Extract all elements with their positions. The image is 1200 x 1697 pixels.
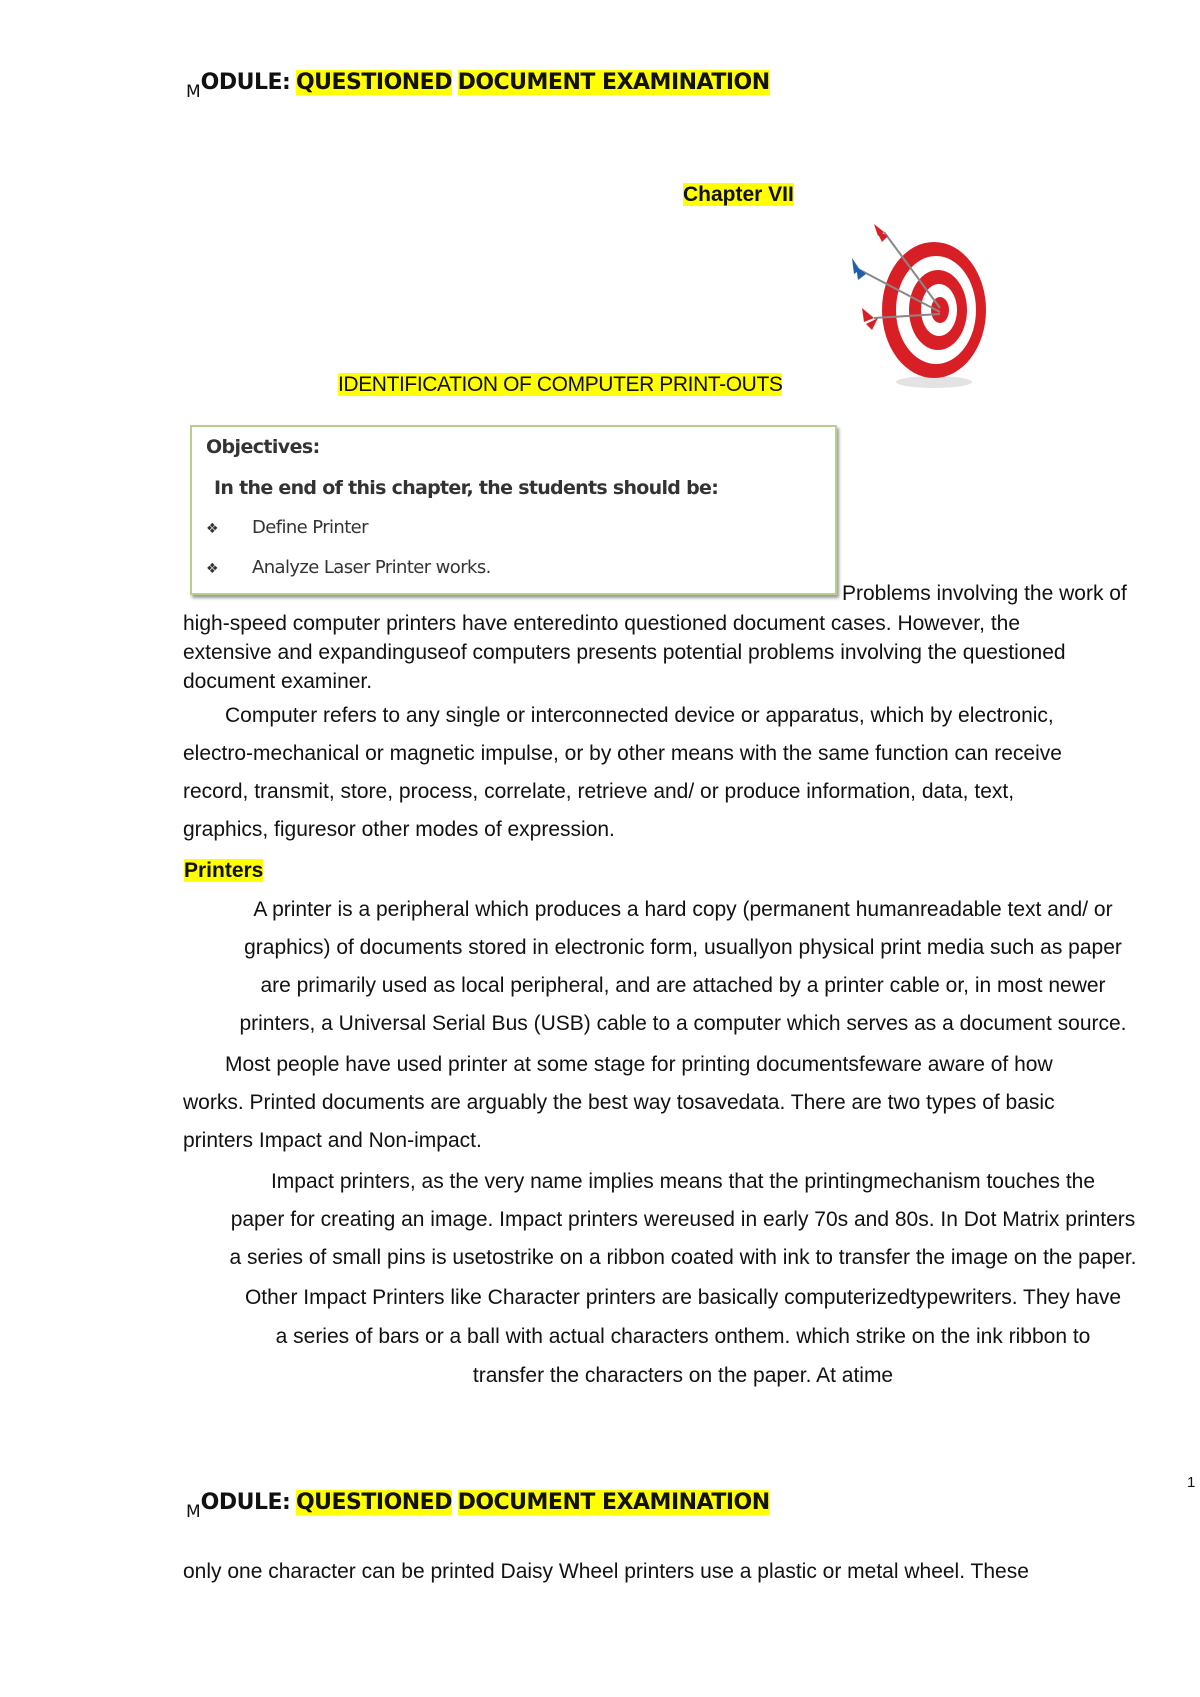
module-header [186,1490,770,1522]
chapter-label: Chapter VII [683,183,794,206]
paragraph-line: printers Impact and Non-impact. [183,1129,482,1152]
paragraph-line: printers, a Universal Serial Bus (USB) cable to a computer which serves as a document source. [239,1012,1127,1035]
paragraph-line: Impact printers, as the very name implies means that the printingmechanism touches the [270,1170,1096,1193]
paragraph-line: a series of bars or a ball with actual characters onthem. which strike on the ink ribbon to [275,1325,1091,1348]
header-document-examination: DOCUMENT EXAMINATION [457,70,770,95]
paragraph-line: graphics, figuresor other modes of expression. [183,818,615,841]
objective-item: ❖ Define Printer [206,517,368,538]
paragraph-line: only one character can be printed Daisy Wheel printers use a plastic or metal wheel. These [183,1560,1029,1583]
objectives-heading: Objectives: [206,436,320,458]
paragraph-line: high-speed computer printers have enteredinto questioned document cases. However, the [183,612,1021,635]
header-module-label: ODULE: [200,1490,291,1515]
paragraph-line: Computer refers to any single or interconnected device or apparatus, which by electronic, [225,704,1054,727]
paragraph-line: works. Printed documents are arguably the best way tosavedata. There are two types of basic [183,1091,1055,1114]
page-number: 1 [1187,1474,1196,1491]
paragraph-line: graphics) of documents stored in electronic form, usuallyon physical print media such as paper [244,936,1122,959]
paragraph-line: electro-mechanical or magnetic impulse, or by other means with the same function can receive [183,742,1062,765]
paragraph-line: Problems involving the work of [842,582,1127,605]
objectives-intro: In the end of this chapter, the students should be: [214,477,719,499]
paragraph-line: Other Impact Printers like Character printers are basically computerizedtypewriters. They have [244,1286,1122,1309]
objective-item: ❖ Analyze Laser Printer works. [206,557,491,578]
objectives-box [190,425,837,595]
paragraph-line: A printer is a peripheral which produces a hard copy (permanent humanreadable text and/ or [253,898,1113,921]
paragraph-line: record, transmit, store, process, correlate, retrieve and/ or produce information, data, text, [183,780,1015,803]
bullet-icon: ❖ [206,521,218,537]
paragraph-line: are primarily used as local peripheral, and are attached by a printer cable or, in most newer [260,974,1106,997]
header-questioned: QUESTIONED [295,1490,452,1515]
paragraph-line: extensive and expandinguseof computers presents potential problems involving the questioned [183,641,1066,664]
module-header [186,70,770,102]
section-heading-printers: Printers [184,859,264,882]
header-document-examination: DOCUMENT EXAMINATION [457,1490,770,1515]
paragraph-line: paper for creating an image. Impact printers wereused in early 70s and 80s. In Dot Matrix printers [230,1208,1136,1231]
header-initial: M [186,1502,201,1522]
paragraph-line: a series of small pins is usetostrike on a ribbon coated with ink to transfer the image on the paper. [229,1246,1137,1269]
chapter-title: IDENTIFICATION OF COMPUTER PRINT-OUTS [338,373,783,396]
header-questioned: QUESTIONED [295,70,452,95]
bullet-icon: ❖ [206,561,218,577]
header-module-label: ODULE: [200,70,291,95]
target-darts-icon [852,222,992,392]
paragraph-line: Most people have used printer at some stage for printing documentsfeware aware of how [225,1053,1053,1076]
paragraph-line: transfer the characters on the paper. At atime [472,1364,894,1387]
paragraph-line: document examiner. [183,670,373,693]
header-initial: M [186,82,201,102]
